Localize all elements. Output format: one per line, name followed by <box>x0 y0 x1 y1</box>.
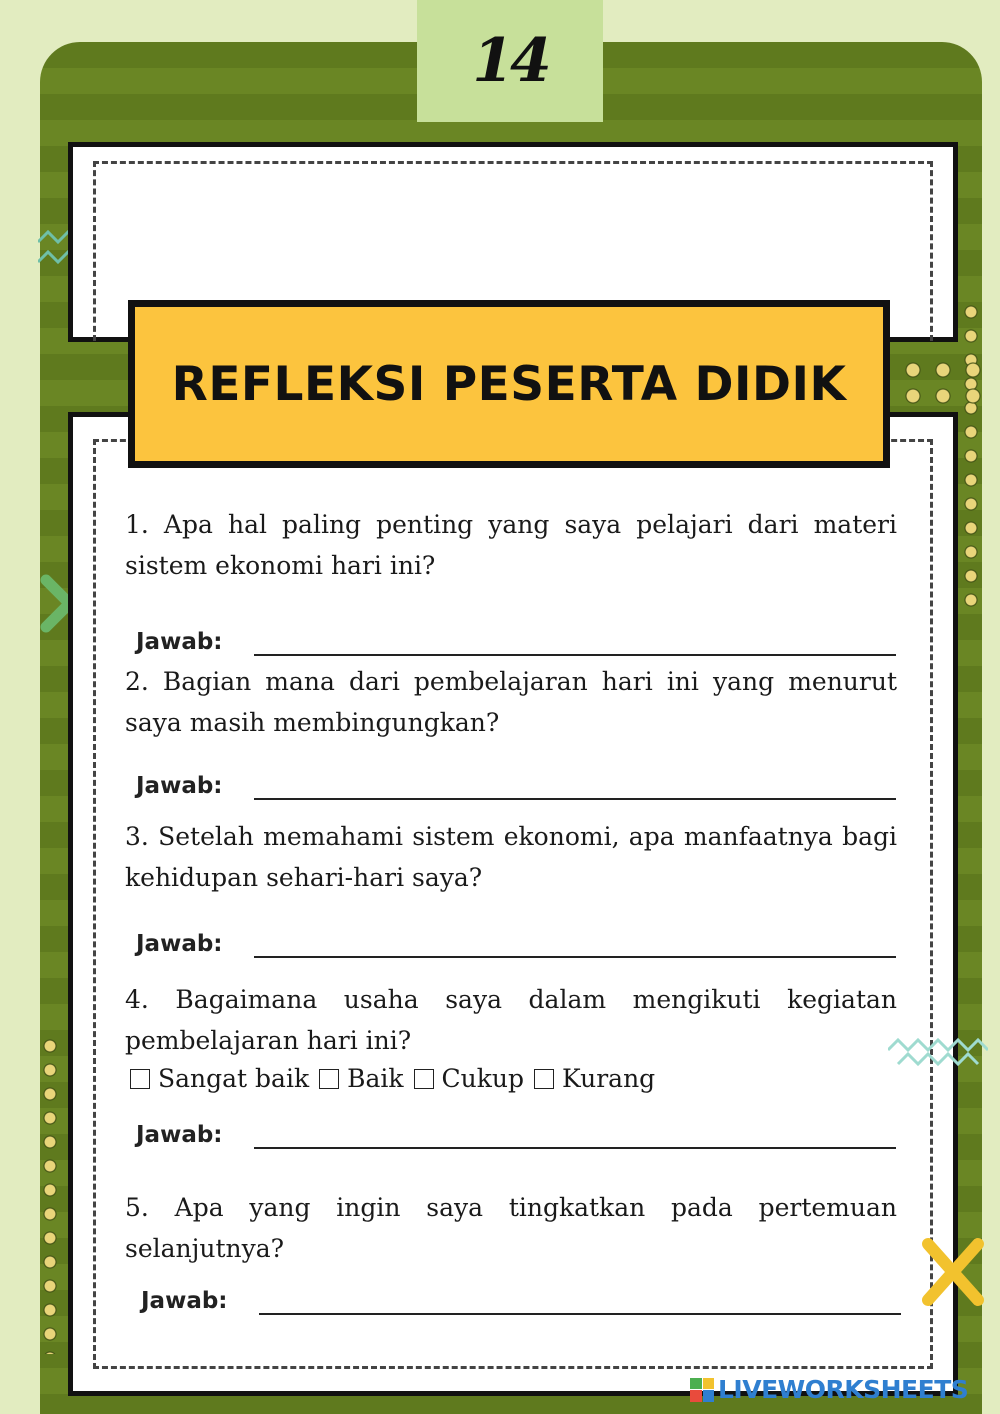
question-3: 3. Setelah memahami sistem ekonomi, apa manfaatnya bagi kehidupan sehari-hari saya? <box>125 822 897 892</box>
answer-label: Jawab: <box>136 773 223 799</box>
answer-row-3 <box>136 929 896 959</box>
cross-decoration-right <box>918 1232 988 1312</box>
option-cukup[interactable] <box>414 1064 524 1093</box>
answer-label: Jawab: <box>141 1288 228 1314</box>
option-label: Kurang <box>562 1064 656 1093</box>
dots-decoration-left <box>40 1034 60 1354</box>
checkbox[interactable] <box>130 1069 150 1089</box>
answer-row-5 <box>141 1286 901 1316</box>
answer-input-2[interactable] <box>254 772 896 800</box>
answer-row-4 <box>136 1120 896 1150</box>
page-number-tab <box>417 0 603 122</box>
option-kurang[interactable] <box>534 1064 655 1093</box>
option-baik[interactable] <box>319 1064 403 1093</box>
option-label: Baik <box>347 1064 404 1093</box>
question-2: 2. Bagian mana dari pembelajaran hari ini yang menurut saya masih membingungkan? <box>125 667 897 737</box>
question-1: 1. Apa hal paling penting yang saya pelajari dari materi sistem ekonomi hari ini? <box>125 510 897 580</box>
option-sangat-baik[interactable] <box>130 1064 309 1093</box>
brand-name: LIVEWORKSHEETS <box>718 1375 969 1404</box>
answer-row-2 <box>136 771 896 801</box>
answer-label: Jawab: <box>136 629 223 655</box>
option-label: Cukup <box>441 1064 524 1093</box>
checkbox[interactable] <box>534 1069 554 1089</box>
answer-row-1 <box>136 627 896 657</box>
dots-decoration-right <box>961 300 981 610</box>
zigzag-decoration-right <box>888 1030 988 1080</box>
checkbox[interactable] <box>414 1069 434 1089</box>
liveworksheets-brand <box>690 1375 968 1404</box>
answer-label: Jawab: <box>136 1122 223 1148</box>
answer-input-1[interactable] <box>254 628 896 656</box>
rating-options <box>130 1064 665 1093</box>
page-number: 14 <box>472 26 548 96</box>
liveworksheets-logo-icon <box>690 1378 714 1402</box>
option-label: Sangat baik <box>158 1064 310 1093</box>
dots-grid-decoration <box>898 357 988 409</box>
answer-input-3[interactable] <box>254 930 896 958</box>
page-title: REFLEKSI PESERTA DIDIK <box>171 356 847 412</box>
checkbox[interactable] <box>319 1069 339 1089</box>
question-4: 4. Bagaimana usaha saya dalam mengikuti kegiatan pembelajaran hari ini? <box>125 985 897 1055</box>
title-banner <box>128 300 890 468</box>
question-5: 5. Apa yang ingin saya tingkatkan pada pertemuan selanjutnya? <box>125 1193 897 1263</box>
answer-input-5[interactable] <box>259 1287 901 1315</box>
answer-label: Jawab: <box>136 931 223 957</box>
answer-input-4[interactable] <box>254 1121 896 1149</box>
